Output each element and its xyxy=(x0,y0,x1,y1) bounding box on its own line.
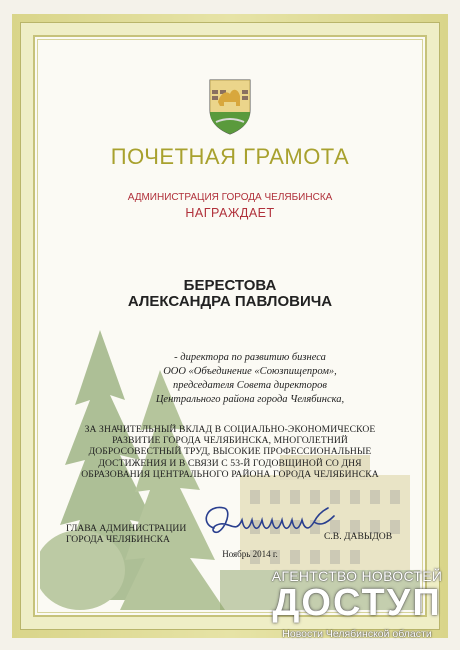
coat-of-arms-icon xyxy=(204,76,256,136)
position-line: Центрального района города Челябинска, xyxy=(155,394,345,405)
news-agency-watermark xyxy=(262,568,452,644)
position-line: ООО «Объединение «Союзпищепром», xyxy=(163,366,337,377)
reason-line: ДОБРОСОВЕСТНЫЙ ТРУД, ВЫСОКИЕ ПРОФЕССИОНАЛЬНЫЕ xyxy=(88,446,372,458)
signatory-title-line: ГЛАВА АДМИНИСТРАЦИИ xyxy=(66,523,187,534)
position-line: председателя Совета директоров xyxy=(173,380,327,391)
awards-verb: НАГРАЖДАЕТ xyxy=(185,206,275,220)
signatory-title-line: ГОРОДА ЧЕЛЯБИНСКА xyxy=(66,534,170,545)
recipient-position xyxy=(120,351,380,407)
certificate-title: ПОЧЕТНАЯ ГРАМОТА xyxy=(110,144,350,169)
reason-line: ОБРАЗОВАНИЯ ЦЕНТРАЛЬНОГО РАЙОНА ГОРОДА ЧЕЛЯБИНСКА xyxy=(81,468,379,480)
issue-date: Ноябрь 2014 г. xyxy=(222,549,278,559)
signatory-name: С.В. ДАВЫДОВ xyxy=(324,531,393,542)
issuer-name: АДМИНИСТРАЦИЯ ГОРОДА ЧЕЛЯБИНСКА xyxy=(127,192,333,203)
reason-line: ДОСТИЖЕНИЯ И В СВЯЗИ С 53-Й ГОДОВЩИНОЙ СО ДНЯ xyxy=(98,457,362,469)
watermark-tagline: Новости Челябинской области xyxy=(282,628,432,640)
reason-line: ЗА ЗНАЧИТЕЛЬНЫЙ ВКЛАД В СОЦИАЛЬНО-ЭКОНОМИЧЕСКОЕ xyxy=(84,424,376,435)
signatory-title xyxy=(66,523,186,545)
recipient-surname: БЕРЕСТОВА xyxy=(183,277,277,294)
reason-line: РАЗВИТИЕ ГОРОДА ЧЕЛЯБИНСКА, МНОГОЛЕТНИЙ xyxy=(112,435,348,447)
watermark-logo-text: ДОСТУП xyxy=(272,582,442,624)
position-line: - директора по развитию бизнеса xyxy=(174,352,326,363)
recipient-given-names: АЛЕКСАНДРА ПАВЛОВИЧА xyxy=(127,293,333,310)
award-reason xyxy=(70,424,390,480)
watermark-agency-label: АГЕНТСТВО НОВОСТЕЙ xyxy=(271,568,443,584)
